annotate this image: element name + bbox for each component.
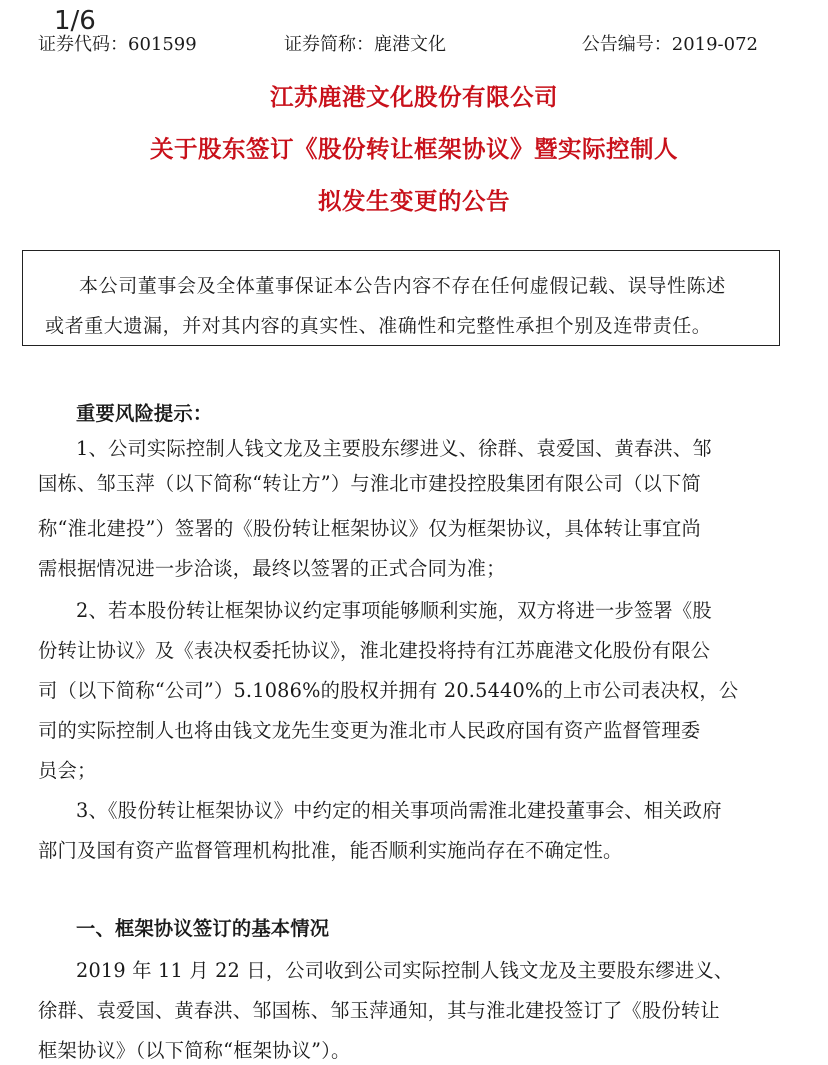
statement-line-2: 或者重大遗漏，并对其内容的真实性、准确性和完整性承担个别及连带责任。 <box>45 315 712 337</box>
risk-item-3-line-1: 3、《股份转让框架协议》中约定的相关事项尚需淮北建投董事会、相关政府 <box>76 799 722 822</box>
notice-number: 公告编号：2019-072 <box>581 34 758 55</box>
section-1-line-3: 框架协议》（以下简称“框架协议”）。 <box>38 1039 351 1062</box>
risk-item-3-line-2: 部门及国有资产监督管理机构批准，能否顺利实施尚存在不确定性。 <box>38 839 623 862</box>
risk-heading: 重要风险提示： <box>76 402 213 425</box>
risk-item-1-line-1: 1、公司实际控制人钱文龙及主要股东缪进义、徐群、袁爱国、黄春洪、邹 <box>76 437 712 460</box>
risk-item-1-line-4: 需根据情况进一步洽谈，最终以签署的正式合同为准； <box>38 557 506 580</box>
title-company: 江苏鹿港文化股份有限公司 <box>270 83 558 111</box>
title-line-3: 拟发生变更的公告 <box>318 187 510 215</box>
stock-abbreviation: 证券简称：鹿港文化 <box>284 34 446 55</box>
stock-code: 证券代码：601599 <box>38 34 197 55</box>
risk-item-2-line-2: 份转让协议》及《表决权委托协议》，淮北建投将持有江苏鹿港文化股份有限公 <box>38 639 711 662</box>
risk-item-2-line-1: 2、若本股份转让框架协议约定事项能够顺利实施，双方将进一步签署《股 <box>76 599 712 622</box>
risk-item-1-line-3: 称“淮北建投”）签署的《股份转让框架协议》仅为框架协议，具体转让事宜尚 <box>38 517 701 540</box>
document-header <box>38 30 758 60</box>
page-indicator: 1/6 <box>54 6 96 36</box>
risk-item-2-line-5: 员会； <box>38 759 97 782</box>
section-1-line-1: 2019 年 11 月 22 日，公司收到公司实际控制人钱文龙及主要股东缪进义、 <box>76 959 734 982</box>
risk-item-2-line-3: 司（以下简称“公司”）5.1086%的股权并拥有 20.5440%的上市公司表决权，公 <box>38 679 739 702</box>
risk-item-1-line-2: 国栋、邹玉萍（以下简称“转让方”）与淮北市建投控股集团有限公司（以下简 <box>38 472 701 495</box>
section-1-heading: 一、框架协议签订的基本情况 <box>76 917 330 940</box>
statement-line-1: 本公司董事会及全体董事保证本公告内容不存在任何虚假记载、误导性陈述 <box>79 275 726 297</box>
title-line-2: 关于股东签订《股份转让框架协议》暨实际控制人 <box>150 135 678 163</box>
risk-item-2-line-4: 司的实际控制人也将由钱文龙先生变更为淮北市人民政府国有资产监督管理委 <box>38 719 701 742</box>
board-statement-box <box>22 250 780 346</box>
section-1-line-2: 徐群、袁爱国、黄春洪、邹国栋、邹玉萍通知，其与淮北建投签订了《股份转让 <box>38 999 720 1022</box>
